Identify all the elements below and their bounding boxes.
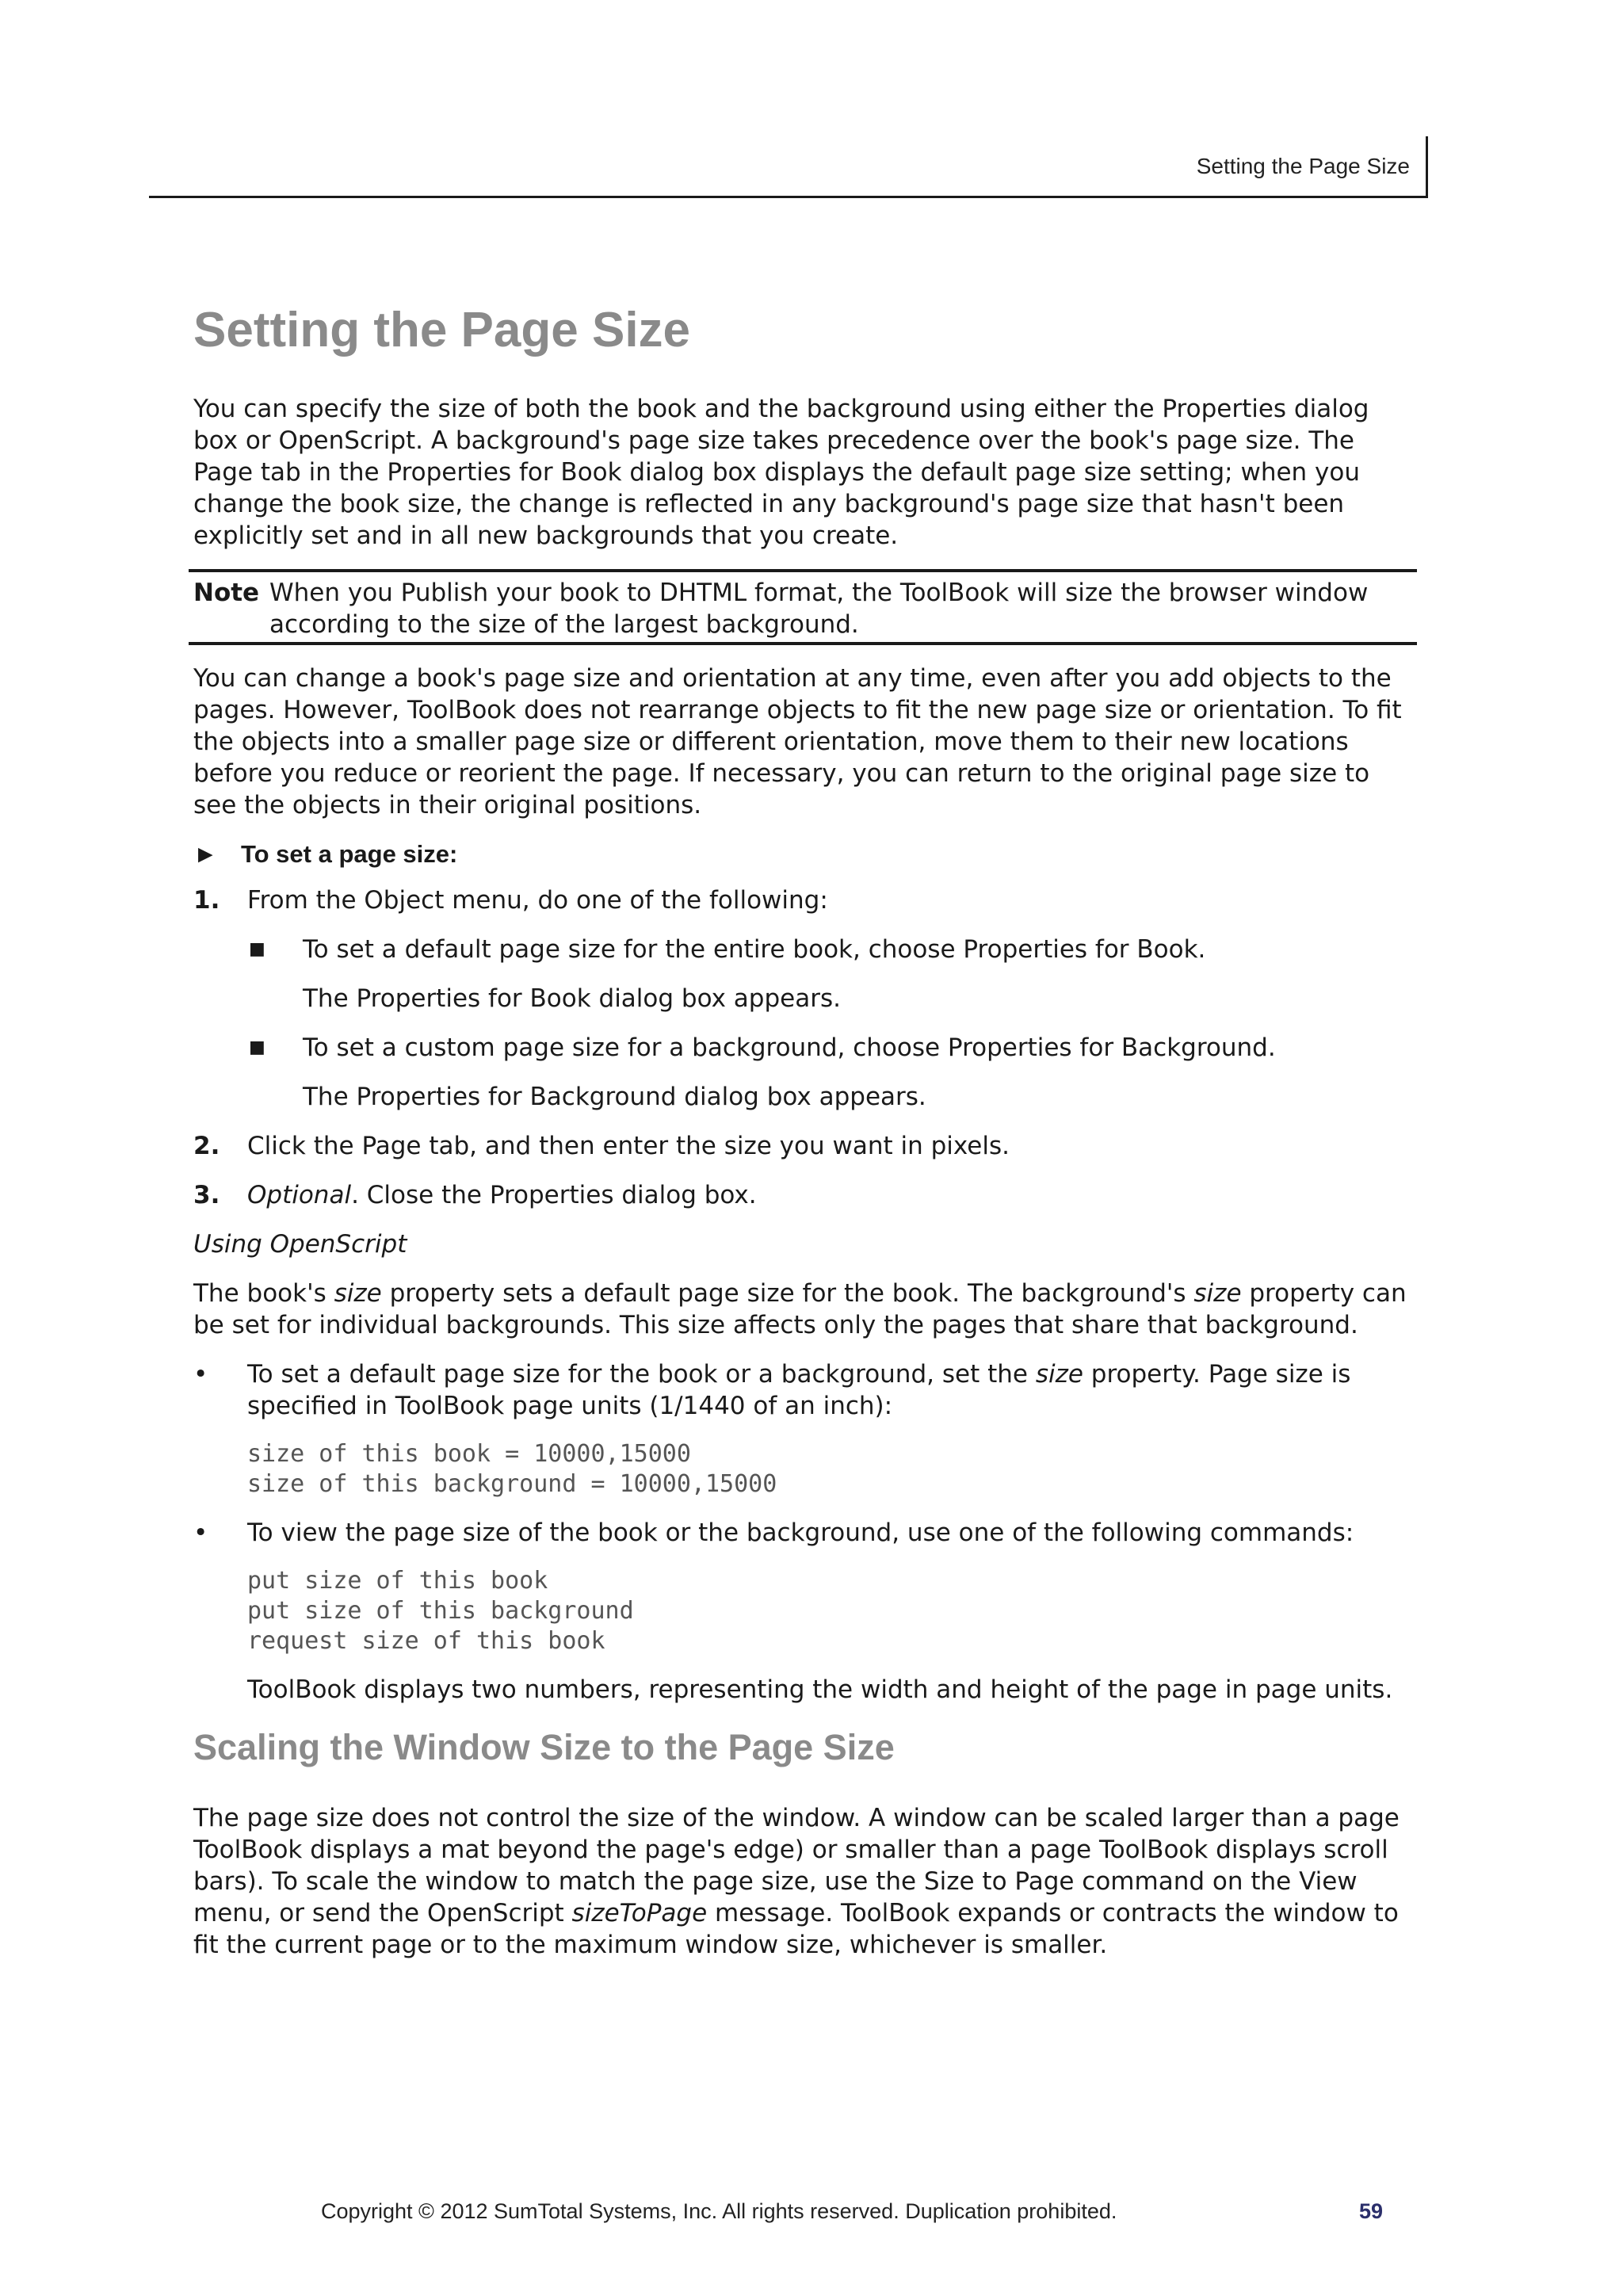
step-number: 3. bbox=[193, 1181, 220, 1209]
step-text-rest: . Close the Properties dialog box. bbox=[351, 1181, 757, 1209]
bullet-text bbox=[247, 1358, 1414, 1422]
sub-item-text: To set a default page size for the entire book, choose Properties for Book. bbox=[303, 935, 1206, 964]
step-item bbox=[193, 1179, 1414, 1211]
copyright-notice: Copyright © 2012 SumTotal Systems, Inc. All rights reserved. Duplication prohibited. bbox=[321, 2199, 1117, 2223]
note-label: Note bbox=[193, 579, 260, 607]
orientation-paragraph: You can change a book's page size and orientation at any time, even after you add objects to the pages. However, ToolBook does not rearrange objects to fit the new page size or orientation. To fit the objects into a smaller page size or different orientation, move them to their new locations before you reduce or reorient the page. If necessary, you can return to the original page size to see the objects in their original positions. bbox=[193, 664, 1402, 819]
scaling-paragraph bbox=[193, 1802, 1414, 1961]
openscript-heading: Using OpenScript bbox=[193, 1230, 407, 1259]
sub-item-text: To set a custom page size for a background, choose Properties for Background. bbox=[303, 1033, 1276, 1062]
sub-item-result: The Properties for Background dialog box appears. bbox=[303, 1083, 926, 1111]
property-name: size bbox=[1035, 1360, 1083, 1389]
square-bullet-icon: ■ bbox=[249, 939, 265, 959]
procedure-title: To set a page size: bbox=[241, 840, 458, 868]
step-text: Click the Page tab, and then enter the size you want in pixels. bbox=[247, 1132, 1010, 1160]
text-run: The page size does not control the size of the window. A window can be scaled larger than a page ToolBook displays a mat beyond the page's edge) or smaller than a page ToolBook displays scroll bars). To scale the window to match the page size, use the Size to Page command on the View menu, or send the OpenScript bbox=[193, 1804, 1400, 1927]
step-number: 1. bbox=[193, 886, 220, 915]
text-run: property. Page size is specified in ToolBook page units (1/1440 of an inch): bbox=[247, 1360, 1351, 1420]
bullet-item bbox=[193, 1517, 1414, 1549]
sub-item-result: The Properties for Book dialog box appears. bbox=[303, 984, 841, 1013]
bullet-dot-icon: • bbox=[193, 1360, 208, 1389]
note-text: When you Publish your book to DHTML format, the ToolBook will size the browser window according to the size of the largest background. bbox=[269, 579, 1369, 639]
sub-list-item bbox=[247, 934, 1414, 965]
code-line: request size of this book bbox=[247, 1627, 605, 1655]
bullet-dot-icon: • bbox=[193, 1519, 208, 1547]
text-run: message. ToolBook expands or contracts the window to fit the current page or to the maximum window size, whichever is smaller. bbox=[193, 1899, 1399, 1959]
code-line: size of this background = 10000,15000 bbox=[247, 1470, 777, 1498]
square-bullet-icon: ■ bbox=[249, 1037, 265, 1057]
sub-list-item bbox=[247, 1032, 1414, 1064]
code-line: size of this book = 10000,15000 bbox=[247, 1440, 691, 1468]
property-name: size bbox=[1193, 1279, 1242, 1308]
step-text: From the Object menu, do one of the following: bbox=[247, 886, 828, 915]
code-line: put size of this background bbox=[247, 1597, 634, 1625]
step-item bbox=[193, 1130, 1414, 1162]
intro-paragraph: You can specify the size of both the book and the background using either the Properties dialog box or OpenScript. A background's page size takes precedence over the book's page size. The Page tab in the Properties for Book dialog box displays the default page size setting; when you change the book size, the change is reflected in any background's page size that hasn't been explicitly set and in all new backgrounds that you create. bbox=[193, 395, 1369, 550]
text-run: property sets a default page size for the book. The background's bbox=[381, 1279, 1194, 1308]
step-text bbox=[247, 1179, 1414, 1211]
page-content bbox=[193, 300, 1414, 1978]
procedure-heading bbox=[193, 839, 1414, 870]
property-name: size bbox=[334, 1279, 382, 1308]
text-run: property can be set for individual backgrounds. This size affects only the pages that share that background. bbox=[193, 1279, 1407, 1339]
bullet-text: To view the page size of the book or the background, use one of the following commands: bbox=[247, 1519, 1354, 1547]
text-run: To set a default page size for the book or a background, set the bbox=[247, 1360, 1036, 1389]
page-number: 59 bbox=[1358, 2199, 1383, 2223]
bullet-item bbox=[193, 1358, 1414, 1422]
text-run: The book's bbox=[193, 1279, 334, 1308]
procedure-arrow-icon: ► bbox=[193, 840, 218, 868]
note-box bbox=[189, 569, 1417, 645]
optional-label: Optional bbox=[247, 1181, 352, 1209]
step-number: 2. bbox=[193, 1132, 220, 1160]
running-header bbox=[149, 136, 1428, 198]
code-block bbox=[247, 1566, 1414, 1656]
step-item bbox=[193, 884, 1414, 916]
code-line: put size of this book bbox=[247, 1567, 548, 1595]
openscript-paragraph bbox=[193, 1278, 1414, 1341]
code-block bbox=[247, 1439, 1414, 1499]
after-code-paragraph: ToolBook displays two numbers, representing the width and height of the page in page units. bbox=[247, 1675, 1393, 1704]
section-title: Setting the Page Size bbox=[193, 303, 691, 357]
step-sub-list bbox=[247, 934, 1414, 1113]
subsection-title: Scaling the Window Size to the Page Size bbox=[193, 1727, 895, 1767]
message-name: sizeToPage bbox=[571, 1899, 708, 1927]
running-header-title: Setting the Page Size bbox=[1196, 154, 1410, 178]
